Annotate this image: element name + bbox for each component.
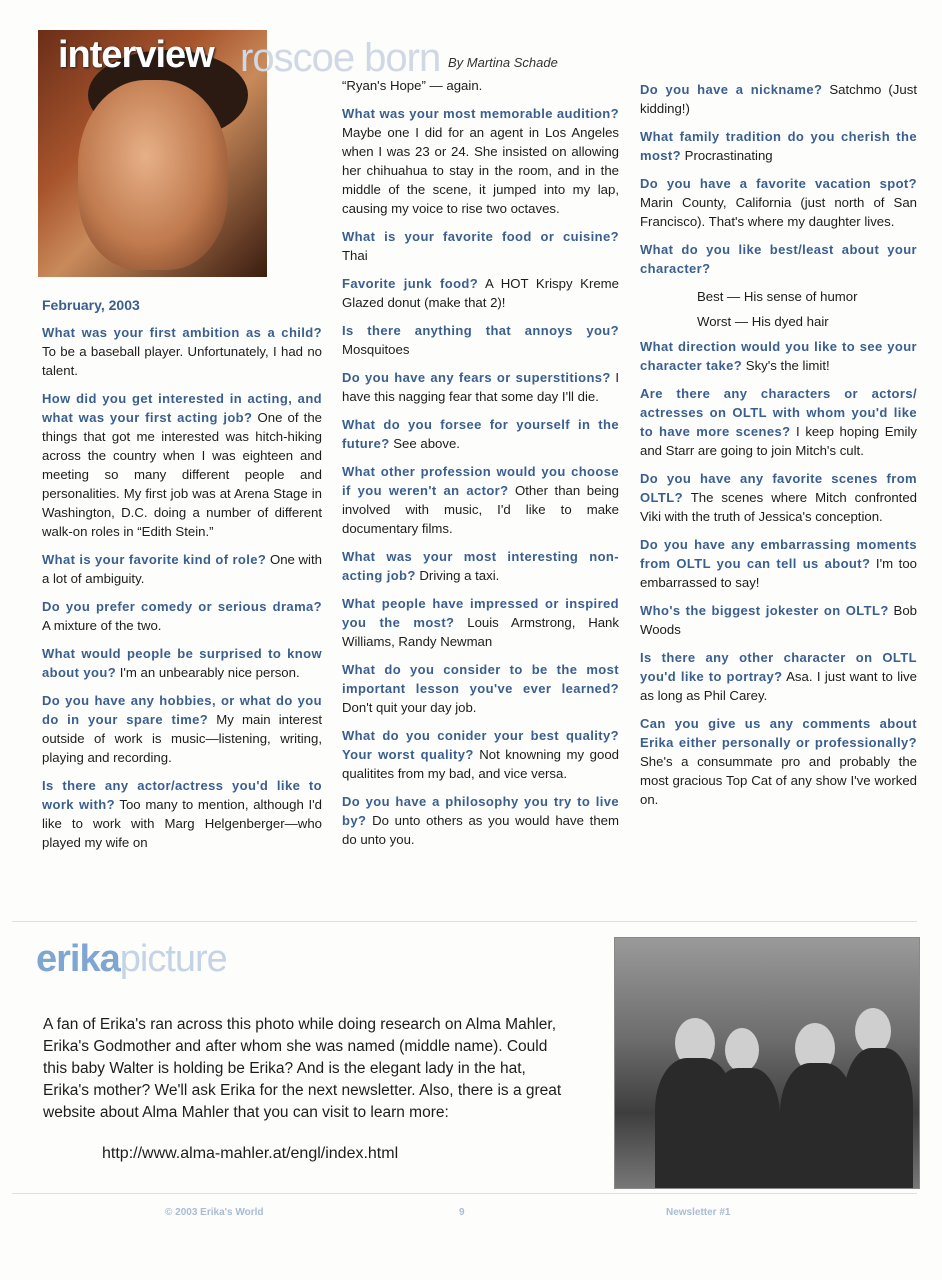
interview-question: What do you conider your best quality? Your worst quality? (342, 728, 619, 762)
interview-qa (342, 792, 619, 849)
erika-paragraph: A fan of Erika's ran across this photo while doing research on Alma Mahler, Erika's Godmother and after whom she was named (middle name). Could this baby Walter is holding be Erika? And is the elegant lady in the hat, Erika's mother? We'll ask Erika for the next newsletter. Also, there is a great website about Alma Mahler that you can visit to learn more: (43, 1016, 562, 1121)
interview-answer: Do unto others as you would have them do unto you. (342, 813, 619, 847)
interview-question: Is there any other character on OLTL you'd like to portray? (640, 650, 917, 684)
interview-qa (342, 274, 619, 312)
interview-question: Who's the biggest jokester on OLTL? (640, 603, 889, 618)
interview-answer: My main interest outside of work is music—listening, writing, playing and recording. (42, 712, 322, 765)
interview-question: What direction would you like to see your character take? (640, 339, 917, 373)
interview-question: What was your first ambition as a child? (42, 325, 322, 340)
interview-question: Do you have a nickname? (640, 82, 823, 97)
interview-question: What was your most interesting non-acting job? (342, 549, 619, 583)
interview-qa (42, 597, 322, 635)
interview-qa (640, 80, 917, 118)
footer-copyright: © 2003 Erika's World (165, 1207, 264, 1218)
interview-answer: I'm an unbearably nice person. (119, 665, 300, 680)
interview-qa (342, 547, 619, 585)
interview-qa (42, 691, 322, 767)
portrait-face (78, 80, 228, 270)
interview-question: Is there any actor/actress you'd like to work with? (42, 778, 322, 812)
interview-answer: Too many to mention, although I'd like to work with Marg Helgenberger—who played my wife on (42, 797, 322, 850)
photo-figure (710, 1068, 780, 1188)
interview-answer: Other than being involved with music, I'd like to make documentary films. (342, 483, 619, 536)
section-divider (12, 921, 917, 922)
interview-question: How did you get interested in acting, and what was your first acting job? (42, 391, 322, 425)
interview-answer: See above. (393, 436, 460, 451)
interview-qa (342, 227, 619, 265)
footer-divider (12, 1193, 917, 1194)
interview-question: Are there any characters or actors/ actresses on OLTL with whom you'd like to have more scenes? (640, 386, 917, 439)
interview-question: Do you have any hobbies, or what do you do in your spare time? (42, 693, 322, 727)
best-line: Best — His sense of humor (697, 289, 858, 304)
section-title: interview (58, 34, 214, 76)
interview-answer: A HOT Krispy Kreme Glazed donut (make that 2)! (342, 276, 620, 310)
issue-date: February, 2003 (42, 297, 140, 313)
interview-question: What people have impressed or inspired you the most? (342, 596, 619, 630)
interview-question: Do you have a favorite vacation spot? (640, 176, 917, 191)
interview-qa (342, 726, 619, 783)
interview-qa (42, 644, 322, 682)
interview-qa (342, 462, 619, 538)
interview-question: Favorite junk food? (342, 276, 479, 291)
footer-issue: Newsletter #1 (666, 1207, 731, 1218)
worst-line: Worst — His dyed hair (697, 314, 829, 329)
interview-question: Do you have a philosophy you try to live by? (342, 794, 619, 828)
interview-qa (640, 240, 917, 278)
interview-qa (342, 368, 619, 406)
interview-qa (342, 104, 619, 218)
subject-name: roscoe born (240, 36, 441, 80)
interview-qa (640, 174, 917, 231)
interview-answer: Bob Woods (640, 603, 917, 637)
photo-figure (725, 1028, 759, 1072)
interview-question: Is there anything that annoys you? (342, 323, 619, 338)
interview-answer: Asa. I just want to live as long as Phil Carey. (640, 669, 917, 703)
interview-question: What is your favorite kind of role? (42, 552, 267, 567)
interview-qa (342, 321, 619, 359)
interview-qa (42, 776, 322, 852)
byline: By Martina Schade (448, 55, 558, 70)
interview-answer: I keep hoping Emily and Starr are going to join Mitch's cult. (640, 424, 917, 458)
interview-answer: I'm too embarrassed to say! (640, 556, 917, 590)
interview-question: Do you have any favorite scenes from OLTL? (640, 471, 917, 505)
interview-qa (342, 594, 619, 651)
interview-answer: Thai (342, 248, 368, 263)
interview-question: Can you give us any comments about Erika either personally or professionally? (640, 716, 917, 750)
erika-title-light: picture (119, 938, 227, 980)
interview-qa (640, 469, 917, 526)
interview-qa (42, 550, 322, 588)
interview-qa (640, 535, 917, 592)
interview-answer: One with a lot of ambiguity. (42, 552, 322, 586)
interview-answer: Louis Armstrong, Hank Williams, Randy Newman (342, 615, 619, 649)
interview-answer: Not knowning my good qualitites from my bad, and vice versa. (342, 747, 619, 781)
interview-question: What would people be surprised to know about you? (42, 646, 322, 680)
alma-mahler-link[interactable]: http://www.alma-mahler.at/engl/index.html (102, 1145, 399, 1162)
interview-qa (640, 384, 917, 460)
interview-answer: I have this nagging fear that some day I'll die. (342, 370, 619, 404)
interview-qa (342, 415, 619, 453)
interview-qa (640, 127, 917, 165)
interview-question: What do you consider to be the most important lesson you've ever learned? (342, 662, 619, 696)
interview-answer: Satchmo (Just kidding!) (640, 82, 917, 116)
interview-qa (640, 648, 917, 705)
interview-question: What do you forsee for yourself in the future? (342, 417, 619, 451)
interview-qa (640, 714, 917, 809)
interview-qa (342, 660, 619, 717)
interview-question: What is your favorite food or cuisine? (342, 229, 619, 244)
interview-question: Do you prefer comedy or serious drama? (42, 599, 322, 614)
interview-answer: Sky's the limit! (745, 358, 830, 373)
interview-question: What other profession would you choose if you weren't an actor? (342, 464, 619, 498)
erika-historical-photo (614, 937, 920, 1189)
interview-answer: Marin County, California (just north of San Francisco). That's where my daughter lives. (640, 195, 917, 229)
erika-title-bold: erika (36, 938, 120, 980)
interview-question: What do you like best/least about your character? (640, 242, 917, 276)
column-2 (342, 76, 619, 858)
interview-answer: She's a consummate pro and probably the most gracious Top Cat of any show I've worked on. (640, 754, 917, 807)
interview-qa (640, 337, 917, 375)
interview-qa (42, 323, 322, 380)
interview-qa (640, 601, 917, 639)
erika-section-title (36, 938, 227, 981)
interview-qa (42, 389, 322, 541)
interview-answer: A mixture of the two. (42, 618, 162, 633)
interview-answer: The scenes where Mitch confronted Viki with the truth of Jessica's conception. (640, 490, 917, 524)
continued-text: “Ryan's Hope” — again. (342, 78, 483, 93)
interview-answer: One of the things that got me interested was hitch-hiking across the country when I was eighteen and meeting so many different people and personalities. My first job was at Arena Stage in Washington, D.C. doing a number of different walk-on roles in “Edith Stein.” (42, 410, 322, 539)
column-1 (42, 296, 322, 861)
interview-answer: Mosquitoes (342, 342, 410, 357)
interview-answer: Driving a taxi. (419, 568, 500, 583)
interview-answer: To be a baseball player. Unfortunately, I had no talent. (42, 344, 322, 378)
footer-page-number: 9 (459, 1207, 465, 1218)
interview-question: Do you have any fears or superstitions? (342, 370, 611, 385)
interview-question: Do you have any embarrassing moments from OLTL you can tell us about? (640, 537, 917, 571)
interview-answer: Maybe one I did for an agent in Los Angeles when I was 23 or 24. She insisted on allowing her chihuahua to stay in the room, and in the middle of the scene, it jumped into my lap, causing my voice to rise two octaves. (342, 125, 619, 216)
interview-question: What was your most memorable audition? (342, 106, 619, 121)
interview-question: What family tradition do you cherish the most? (640, 129, 917, 163)
interview-answer: Procrastinating (684, 148, 773, 163)
photo-figure (843, 1048, 913, 1188)
interview-answer: Don't quit your day job. (342, 700, 477, 715)
column-3 (640, 80, 917, 818)
